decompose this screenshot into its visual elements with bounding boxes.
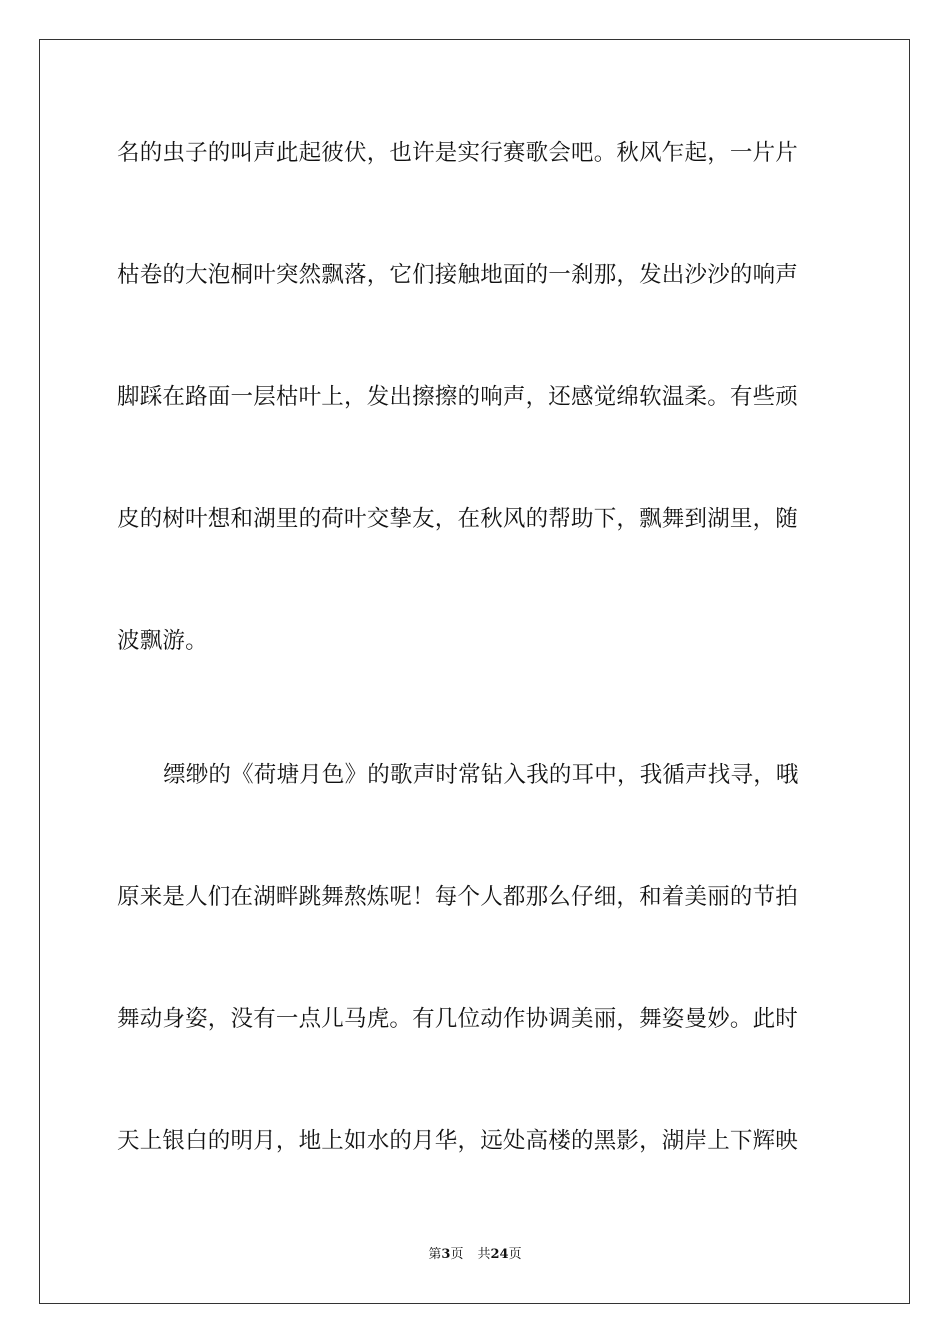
- total-suffix: 页: [508, 1247, 522, 1262]
- paragraph-line-3: 脚踩在路面一层枯叶上，发出擦擦的响声，还感觉绵软温柔。有些顽: [117, 384, 799, 410]
- page-suffix: 页: [450, 1247, 464, 1262]
- paragraph-line-6: 缥缈的《荷塘月色》的歌声时常钻入我的耳中，我循声找寻，哦: [163, 762, 799, 788]
- total-pages: 24: [490, 1247, 509, 1262]
- paragraph-line-2: 枯卷的大泡桐叶突然飘落，它们接触地面的一刹那，发出沙沙的响声: [117, 262, 799, 288]
- total-prefix: 共: [477, 1247, 491, 1262]
- paragraph-line-4: 皮的树叶想和湖里的荷叶交挚友，在秋风的帮助下，飘舞到湖里，随: [117, 506, 799, 532]
- paragraph-line-1: 名的虫子的叫声此起彼伏，也许是实行赛歌会吧。秋风乍起，一片片: [117, 140, 799, 166]
- paragraph-line-7: 原来是人们在湖畔跳舞熬炼呢！每个人都那么仔细，和着美丽的节拍: [117, 884, 799, 910]
- page-footer: [0, 1246, 950, 1264]
- paragraph-line-8: 舞动身姿，没有一点儿马虎。有几位动作协调美丽，舞姿曼妙。此时: [117, 1006, 799, 1032]
- paragraph-line-5: 波飘游。: [117, 628, 208, 654]
- page-border: [39, 39, 910, 1304]
- paragraph-line-9: 天上银白的明月，地上如水的月华，远处高楼的黑影，湖岸上下辉映: [117, 1128, 799, 1154]
- page-prefix: 第: [428, 1247, 442, 1262]
- page-number: 3: [441, 1247, 451, 1262]
